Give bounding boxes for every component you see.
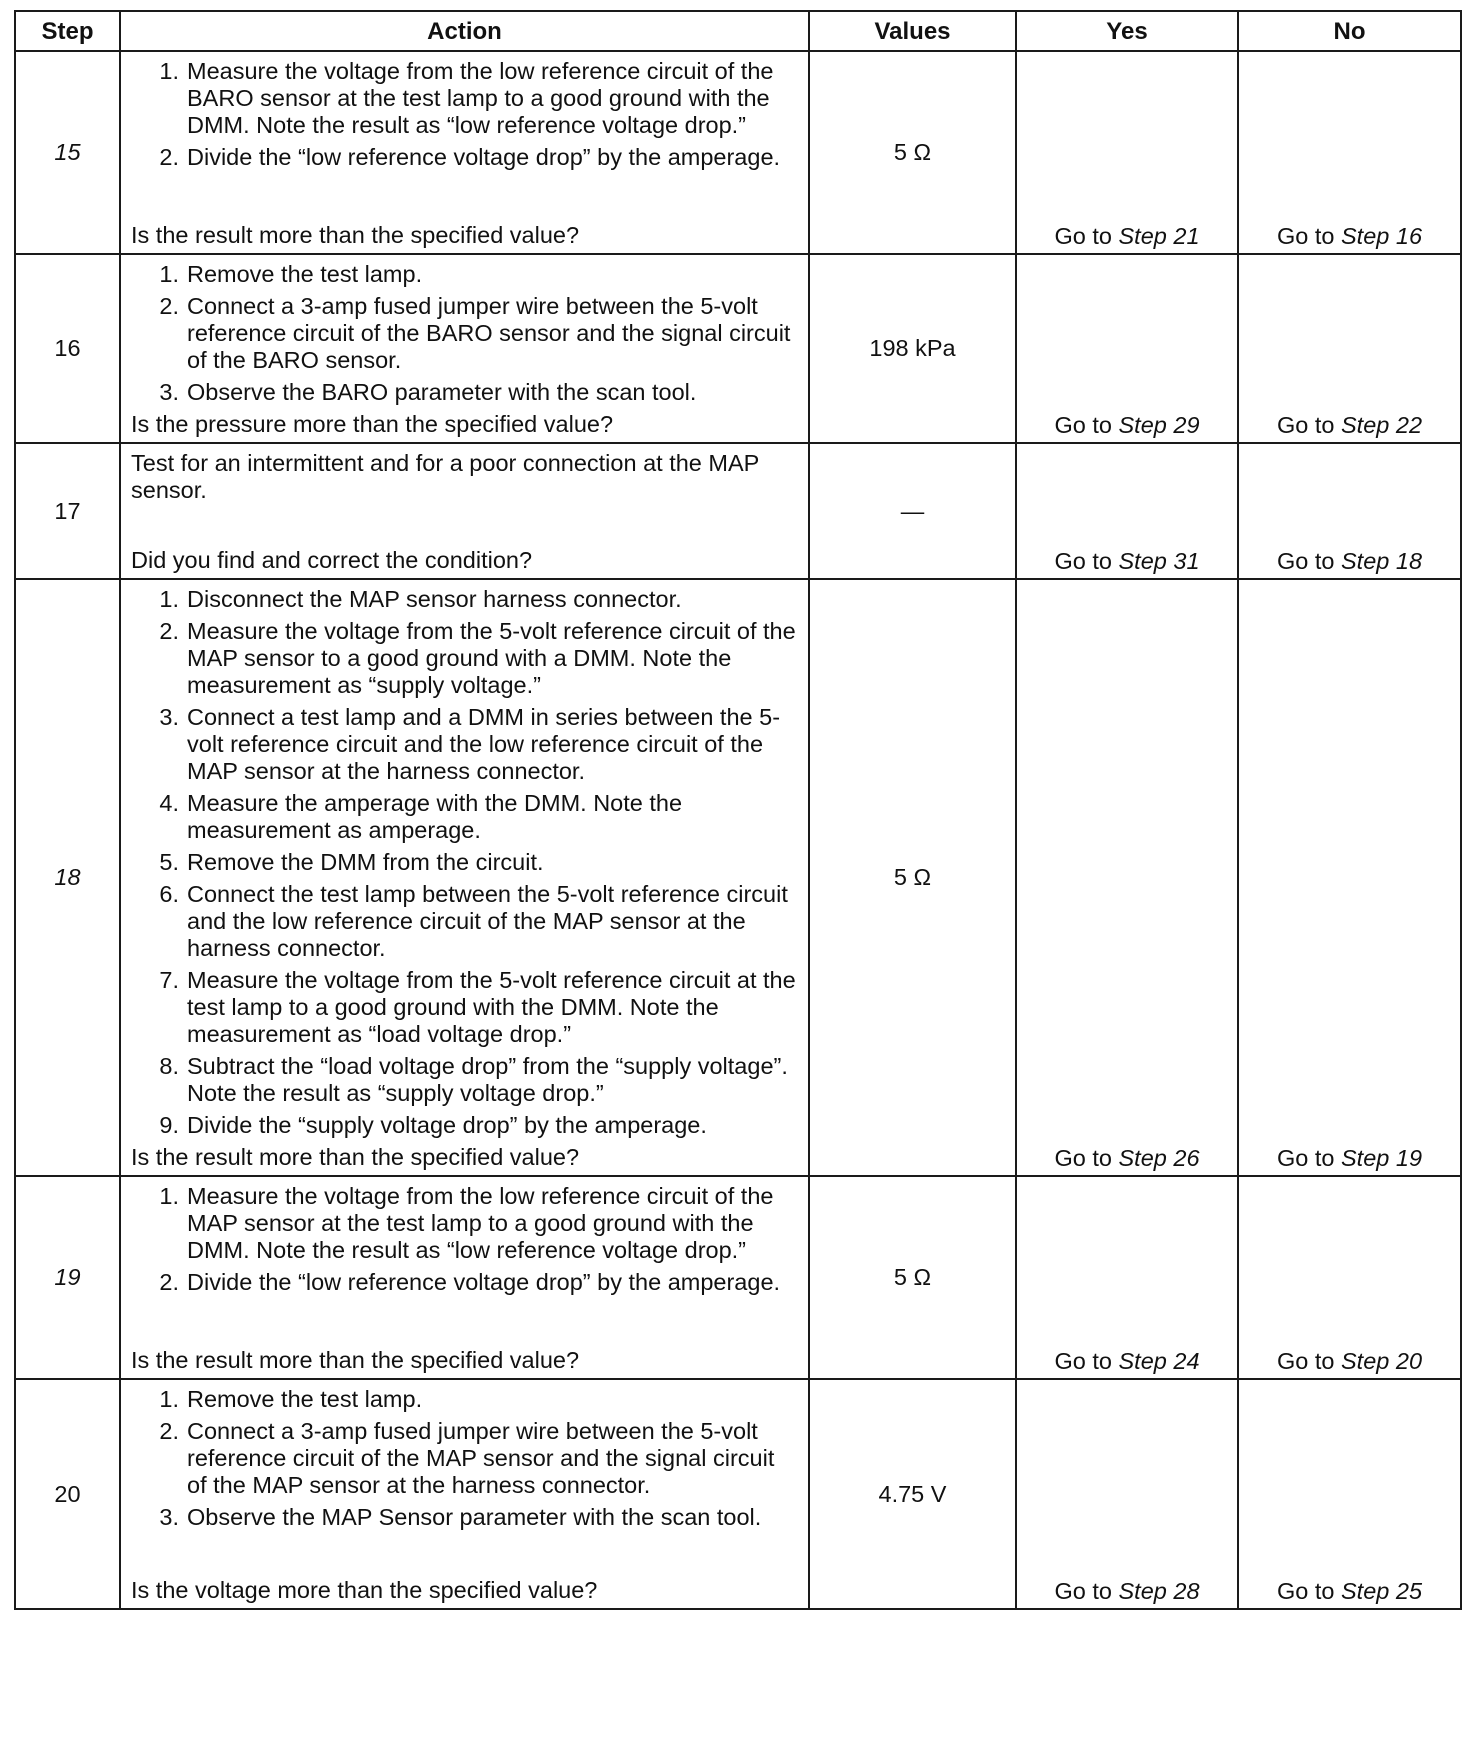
list-item-number: 1. <box>159 1183 179 1209</box>
step-list <box>131 1183 800 1296</box>
list-item-number: 2. <box>159 293 179 319</box>
target-step: Step 16 <box>1341 223 1423 249</box>
action-cell <box>120 443 809 579</box>
go-to-label: Go to <box>1276 1348 1335 1374</box>
list-item-text: Remove the test lamp. <box>187 1386 423 1412</box>
list-item-text: Observe the MAP Sensor parameter with the scan tool. <box>187 1504 762 1530</box>
list-item-number: 7. <box>159 967 179 993</box>
action-body <box>131 450 800 504</box>
list-item <box>131 618 800 699</box>
list-item-text: Remove the DMM from the circuit. <box>187 849 544 875</box>
question-text: Is the result more than the specified value? <box>131 222 580 248</box>
go-to-label: Go to <box>1054 1145 1112 1171</box>
header-no: No <box>1238 11 1461 51</box>
target-step: Step 24 <box>1118 1348 1200 1374</box>
diagnostic-table <box>14 10 1462 1610</box>
spec-value: 5 Ω <box>809 579 1016 1176</box>
list-item <box>131 704 800 785</box>
go-to-no <box>1238 51 1461 254</box>
list-item-text: Measure the voltage from the low reference circuit of the BARO sensor at the test lamp to a good ground with the DMM. Note the result as “low reference voltage drop.” <box>187 58 774 138</box>
action-content <box>131 261 800 438</box>
action-body <box>131 58 800 176</box>
list-item <box>131 881 800 962</box>
go-to-label: Go to <box>1276 412 1335 438</box>
table-row <box>15 443 1461 579</box>
list-item-text: Remove the test lamp. <box>187 261 423 287</box>
target-step: Step 19 <box>1341 1145 1423 1171</box>
list-item-number: 4. <box>159 790 179 816</box>
target-step: Step 20 <box>1341 1348 1423 1374</box>
spec-value: — <box>809 443 1016 579</box>
go-to-no <box>1238 1379 1461 1609</box>
list-item-number: 6. <box>159 881 179 907</box>
go-to-label: Go to <box>1276 223 1335 249</box>
go-to-yes <box>1016 254 1238 443</box>
go-to-yes <box>1016 579 1238 1176</box>
list-item-number: 1. <box>159 58 179 84</box>
header-yes: Yes <box>1016 11 1238 51</box>
step-list <box>131 1386 800 1531</box>
step-number: 20 <box>15 1379 120 1609</box>
target-step: Step 22 <box>1341 412 1423 438</box>
list-item <box>131 1269 800 1296</box>
go-to-yes <box>1016 443 1238 579</box>
list-item <box>131 1183 800 1264</box>
go-to-label: Go to <box>1276 1145 1335 1171</box>
list-item-text: Measure the voltage from the 5-volt reference circuit of the MAP sensor to a good ground with a DMM. Note the measurement as “supply voltage.” <box>187 618 796 698</box>
table-body <box>15 51 1461 1609</box>
action-body <box>131 1183 800 1301</box>
list-item <box>131 1386 800 1413</box>
list-item <box>131 379 800 406</box>
action-body <box>131 586 800 1144</box>
question-text: Is the voltage more than the specified value? <box>131 1577 598 1603</box>
list-item-text: Divide the “supply voltage drop” by the amperage. <box>187 1112 707 1138</box>
header-step: Step <box>15 11 120 51</box>
go-to-no <box>1238 579 1461 1176</box>
table-row <box>15 1379 1461 1609</box>
go-to-label: Go to <box>1054 1348 1112 1374</box>
action-content <box>131 1386 800 1604</box>
question-text: Did you find and correct the condition? <box>131 547 533 573</box>
spec-value: 5 Ω <box>809 51 1016 254</box>
list-item-text: Subtract the “load voltage drop” from the “supply voltage”. Note the result as “supply voltage drop.” <box>187 1053 788 1106</box>
target-step: Step 26 <box>1118 1145 1200 1171</box>
go-to-yes <box>1016 1379 1238 1609</box>
list-item <box>131 790 800 844</box>
spec-value: 198 kPa <box>809 254 1016 443</box>
list-item-text: Disconnect the MAP sensor harness connector. <box>187 586 682 612</box>
action-cell <box>120 254 809 443</box>
go-to-label: Go to <box>1054 223 1112 249</box>
go-to-no <box>1238 1176 1461 1379</box>
question-text: Is the result more than the specified value? <box>131 1144 580 1170</box>
question-text: Is the pressure more than the specified value? <box>131 411 614 437</box>
action-content <box>131 450 800 574</box>
list-item-text: Measure the amperage with the DMM. Note the measurement as amperage. <box>187 790 683 843</box>
go-to-yes <box>1016 1176 1238 1379</box>
go-to-label: Go to <box>1276 1578 1335 1604</box>
go-to-no <box>1238 443 1461 579</box>
list-item-number: 1. <box>159 586 179 612</box>
action-cell <box>120 1176 809 1379</box>
list-item-number: 5. <box>159 849 179 875</box>
list-item-text: Measure the voltage from the 5-volt reference circuit at the test lamp to a good ground with the DMM. Note the measurement as “load voltage drop.” <box>187 967 796 1047</box>
target-step: Step 29 <box>1118 412 1200 438</box>
list-item-number: 1. <box>159 1386 179 1412</box>
go-to-label: Go to <box>1054 548 1112 574</box>
question-text: Is the result more than the specified value? <box>131 1347 580 1373</box>
action-content <box>131 1183 800 1374</box>
table-row <box>15 579 1461 1176</box>
list-item-text: Measure the voltage from the low reference circuit of the MAP sensor at the test lamp to a good ground with the DMM. Note the result as “low reference voltage drop.” <box>187 1183 774 1263</box>
list-item <box>131 261 800 288</box>
list-item <box>131 849 800 876</box>
action-cell <box>120 51 809 254</box>
target-step: Step 21 <box>1118 223 1200 249</box>
list-item <box>131 1053 800 1107</box>
list-item <box>131 1418 800 1499</box>
action-cell <box>120 579 809 1176</box>
list-item <box>131 293 800 374</box>
list-item-number: 2. <box>159 144 179 170</box>
list-item-number: 8. <box>159 1053 179 1079</box>
list-item <box>131 144 800 171</box>
list-item-text: Connect a 3-amp fused jumper wire between the 5-volt reference circuit of the BARO sensor and the signal circuit of the BARO sensor. <box>187 293 791 373</box>
list-item-number: 3. <box>159 704 179 730</box>
header-row <box>15 11 1461 51</box>
list-item-number: 3. <box>159 1504 179 1530</box>
list-item-text: Divide the “low reference voltage drop” by the amperage. <box>187 144 781 170</box>
list-item-number: 2. <box>159 1418 179 1444</box>
list-item-number: 2. <box>159 618 179 644</box>
list-item-number: 2. <box>159 1269 179 1295</box>
list-item <box>131 586 800 613</box>
list-item-text: Observe the BARO parameter with the scan tool. <box>187 379 697 405</box>
step-number: 17 <box>15 443 120 579</box>
table-row <box>15 51 1461 254</box>
step-number: 18 <box>15 579 120 1176</box>
target-step: Step 28 <box>1118 1578 1200 1604</box>
list-item-text: Divide the “low reference voltage drop” by the amperage. <box>187 1269 781 1295</box>
go-to-label: Go to <box>1054 1578 1112 1604</box>
spec-value: 4.75 V <box>809 1379 1016 1609</box>
action-text: Test for an intermittent and for a poor connection at the MAP sensor. <box>131 450 759 503</box>
header-values: Values <box>809 11 1016 51</box>
list-item-number: 9. <box>159 1112 179 1138</box>
step-number: 19 <box>15 1176 120 1379</box>
step-number: 16 <box>15 254 120 443</box>
action-cell <box>120 1379 809 1609</box>
list-item-text: Connect the test lamp between the 5-volt reference circuit and the low reference circuit of the MAP sensor at the harness connector. <box>187 881 788 961</box>
step-number: 15 <box>15 51 120 254</box>
go-to-no <box>1238 254 1461 443</box>
list-item <box>131 967 800 1048</box>
list-item-number: 3. <box>159 379 179 405</box>
go-to-label: Go to <box>1276 548 1335 574</box>
action-content <box>131 58 800 249</box>
list-item <box>131 1504 800 1531</box>
spec-value: 5 Ω <box>809 1176 1016 1379</box>
go-to-label: Go to <box>1054 412 1112 438</box>
action-body <box>131 1386 800 1536</box>
step-list <box>131 586 800 1139</box>
target-step: Step 31 <box>1118 548 1200 574</box>
step-list <box>131 261 800 406</box>
table-row <box>15 1176 1461 1379</box>
list-item-number: 1. <box>159 261 179 287</box>
action-body <box>131 261 800 411</box>
list-item-text: Connect a 3-amp fused jumper wire between the 5-volt reference circuit of the MAP sensor and the signal circuit of the MAP sensor at the harness connector. <box>187 1418 775 1498</box>
list-item-text: Connect a test lamp and a DMM in series between the 5-volt reference circuit and the low reference circuit of the MAP sensor at the harness connector. <box>187 704 781 784</box>
list-item <box>131 1112 800 1139</box>
target-step: Step 18 <box>1341 548 1423 574</box>
action-content <box>131 586 800 1171</box>
header-action: Action <box>120 11 809 51</box>
target-step: Step 25 <box>1341 1578 1423 1604</box>
table-row <box>15 254 1461 443</box>
list-item <box>131 58 800 139</box>
step-list <box>131 58 800 171</box>
go-to-yes <box>1016 51 1238 254</box>
